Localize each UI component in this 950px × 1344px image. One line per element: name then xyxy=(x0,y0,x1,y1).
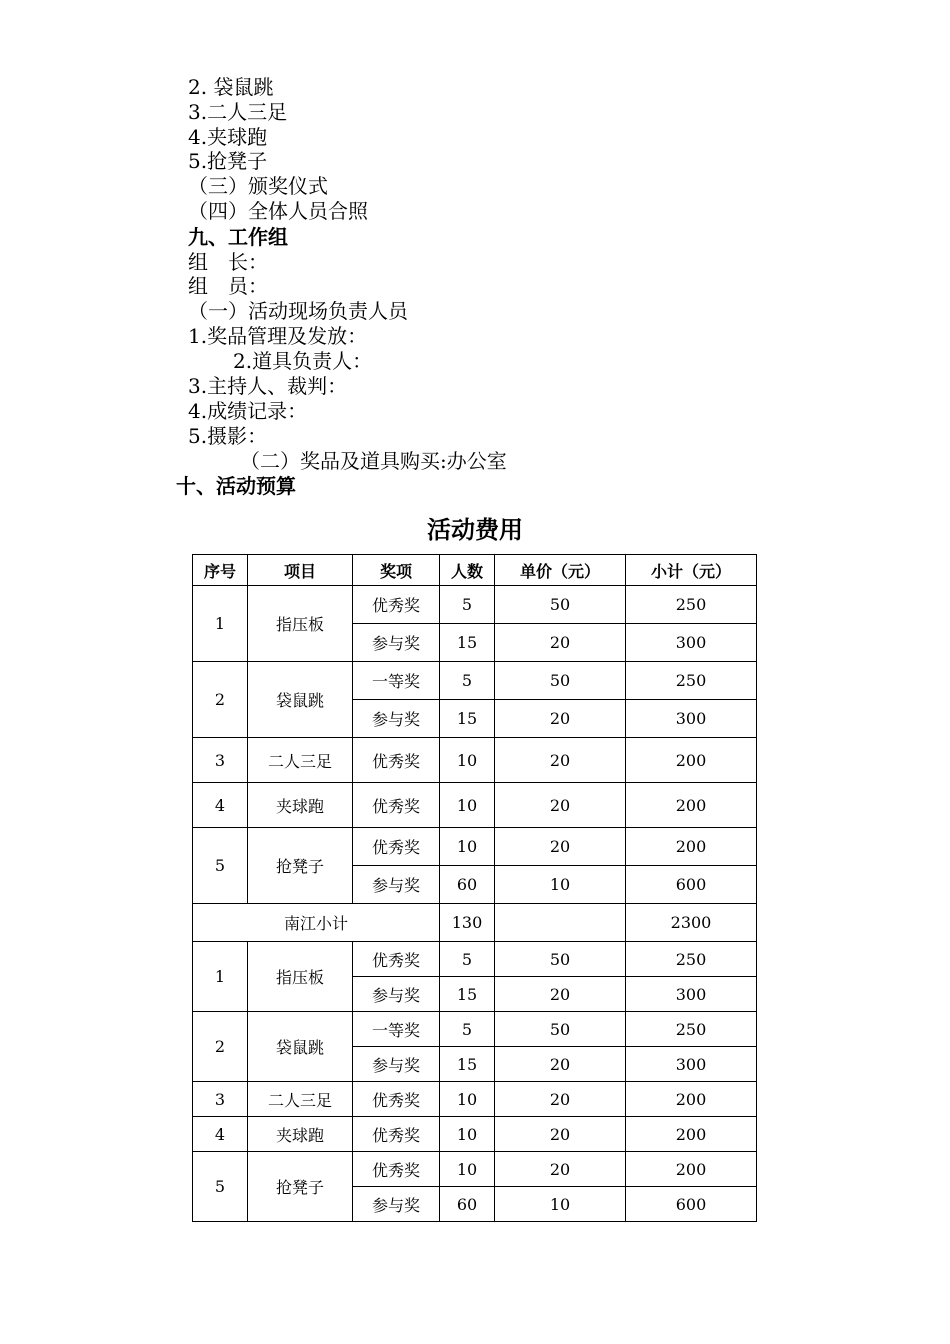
cell-count: 15 xyxy=(440,624,495,662)
header-cell: 单价（元） xyxy=(495,555,626,586)
cell-item: 指压板 xyxy=(248,586,353,662)
cell-count: 15 xyxy=(440,700,495,738)
cell-amount: 300 xyxy=(626,977,757,1012)
list-item: 5.摄影： xyxy=(188,424,268,448)
cell-unit-price: 50 xyxy=(495,1012,626,1047)
cell-item: 袋鼠跳 xyxy=(248,1012,353,1082)
table-title: 活动费用 xyxy=(427,516,523,544)
table-row xyxy=(193,586,757,624)
cell-count: 15 xyxy=(440,977,495,1012)
cell-item: 袋鼠跳 xyxy=(248,662,353,738)
cell-amount: 200 xyxy=(626,738,757,783)
cell-unit-price: 50 xyxy=(495,942,626,977)
cell-award: 优秀奖 xyxy=(353,738,440,783)
cell-number: 5 xyxy=(193,828,248,904)
cell-amount: 600 xyxy=(626,866,757,904)
list-item: （三）颁奖仪式 xyxy=(188,174,328,198)
cell-unit-price: 20 xyxy=(495,624,626,662)
table-row xyxy=(193,1012,757,1047)
cell-count: 10 xyxy=(440,783,495,828)
cell-count: 5 xyxy=(440,942,495,977)
header-cell: 小计（元） xyxy=(626,555,757,586)
table-row xyxy=(193,738,757,783)
header-cell: 人数 xyxy=(440,555,495,586)
cell-award: 优秀奖 xyxy=(353,586,440,624)
subtotal-price xyxy=(495,904,626,942)
cell-amount: 200 xyxy=(626,1117,757,1152)
cell-award: 参与奖 xyxy=(353,866,440,904)
list-item: 1.奖品管理及发放： xyxy=(188,324,368,348)
header-cell: 序号 xyxy=(193,555,248,586)
cell-award: 优秀奖 xyxy=(353,1152,440,1187)
header-cell: 项目 xyxy=(248,555,353,586)
cell-unit-price: 50 xyxy=(495,662,626,700)
table-header-row xyxy=(193,555,757,586)
cell-number: 1 xyxy=(193,586,248,662)
list-item: 组 员： xyxy=(188,274,268,298)
cell-count: 5 xyxy=(440,662,495,700)
cell-count: 10 xyxy=(440,1082,495,1117)
cell-unit-price: 20 xyxy=(495,1152,626,1187)
cell-number: 4 xyxy=(193,783,248,828)
cell-unit-price: 20 xyxy=(495,700,626,738)
cell-amount: 250 xyxy=(626,662,757,700)
cell-unit-price: 20 xyxy=(495,977,626,1012)
cell-item: 夹球跑 xyxy=(248,1117,353,1152)
cell-number: 2 xyxy=(193,1012,248,1082)
cell-number: 3 xyxy=(193,1082,248,1117)
cell-count: 10 xyxy=(440,1152,495,1187)
cell-item: 抢凳子 xyxy=(248,828,353,904)
cell-amount: 250 xyxy=(626,942,757,977)
cell-award: 优秀奖 xyxy=(353,828,440,866)
table-row xyxy=(193,783,757,828)
table-row xyxy=(193,942,757,977)
cell-unit-price: 20 xyxy=(495,738,626,783)
cell-amount: 200 xyxy=(626,1082,757,1117)
cell-amount: 300 xyxy=(626,624,757,662)
cell-number: 4 xyxy=(193,1117,248,1152)
subtotal-label: 南江小计 xyxy=(193,904,440,942)
cell-amount: 300 xyxy=(626,700,757,738)
table-row xyxy=(193,1117,757,1152)
cell-award: 参与奖 xyxy=(353,1047,440,1082)
cell-number: 5 xyxy=(193,1152,248,1222)
cell-award: 参与奖 xyxy=(353,700,440,738)
cell-count: 60 xyxy=(440,866,495,904)
cell-unit-price: 20 xyxy=(495,1117,626,1152)
cell-item: 夹球跑 xyxy=(248,783,353,828)
cell-amount: 600 xyxy=(626,1187,757,1222)
cell-award: 优秀奖 xyxy=(353,1117,440,1152)
list-item: 3.主持人、裁判： xyxy=(188,374,348,398)
cell-award: 优秀奖 xyxy=(353,942,440,977)
list-item: 组 长： xyxy=(188,250,268,274)
cell-count: 10 xyxy=(440,738,495,783)
list-item: （四）全体人员合照 xyxy=(188,199,368,223)
section-heading: 十、活动预算 xyxy=(176,474,296,498)
cell-count: 10 xyxy=(440,1117,495,1152)
list-item: 5.抢凳子 xyxy=(188,149,268,173)
cell-item: 二人三足 xyxy=(248,738,353,783)
cell-item: 指压板 xyxy=(248,942,353,1012)
table-row xyxy=(193,1152,757,1187)
cell-award: 优秀奖 xyxy=(353,1082,440,1117)
table-row xyxy=(193,662,757,700)
cell-count: 10 xyxy=(440,828,495,866)
budget-table xyxy=(192,554,757,1222)
cell-count: 5 xyxy=(440,586,495,624)
list-item: （二）奖品及道具购买:办公室 xyxy=(240,449,507,473)
cell-number: 3 xyxy=(193,738,248,783)
list-item: 3.二人三足 xyxy=(188,100,288,124)
cell-award: 一等奖 xyxy=(353,662,440,700)
cell-unit-price: 10 xyxy=(495,1187,626,1222)
cell-award: 优秀奖 xyxy=(353,783,440,828)
cell-count: 15 xyxy=(440,1047,495,1082)
cell-award: 参与奖 xyxy=(353,1187,440,1222)
subtotal-count: 130 xyxy=(440,904,495,942)
table-body xyxy=(193,586,757,1222)
list-item: 4.成绩记录： xyxy=(188,399,308,423)
list-item: 4.夹球跑 xyxy=(188,125,268,149)
cell-unit-price: 20 xyxy=(495,783,626,828)
cell-item: 二人三足 xyxy=(248,1082,353,1117)
header-cell: 奖项 xyxy=(353,555,440,586)
table-row xyxy=(193,828,757,866)
table-row xyxy=(193,1082,757,1117)
cell-amount: 200 xyxy=(626,828,757,866)
section-heading: 九、工作组 xyxy=(188,225,288,249)
cell-amount: 300 xyxy=(626,1047,757,1082)
list-item: 2.道具负责人： xyxy=(233,349,373,373)
cell-count: 60 xyxy=(440,1187,495,1222)
cell-amount: 250 xyxy=(626,586,757,624)
cell-number: 2 xyxy=(193,662,248,738)
cell-amount: 250 xyxy=(626,1012,757,1047)
cell-number: 1 xyxy=(193,942,248,1012)
cell-unit-price: 20 xyxy=(495,1047,626,1082)
cell-award: 参与奖 xyxy=(353,977,440,1012)
subtotal-row xyxy=(193,904,757,942)
cell-unit-price: 10 xyxy=(495,866,626,904)
cell-item: 抢凳子 xyxy=(248,1152,353,1222)
list-item: 2. 袋鼠跳 xyxy=(188,75,274,99)
cell-award: 一等奖 xyxy=(353,1012,440,1047)
cell-award: 参与奖 xyxy=(353,624,440,662)
cell-count: 5 xyxy=(440,1012,495,1047)
cell-unit-price: 50 xyxy=(495,586,626,624)
cell-amount: 200 xyxy=(626,1152,757,1187)
cell-amount: 200 xyxy=(626,783,757,828)
cell-unit-price: 20 xyxy=(495,828,626,866)
cell-unit-price: 20 xyxy=(495,1082,626,1117)
list-item: （一）活动现场负责人员 xyxy=(188,299,408,323)
subtotal-amount: 2300 xyxy=(626,904,757,942)
